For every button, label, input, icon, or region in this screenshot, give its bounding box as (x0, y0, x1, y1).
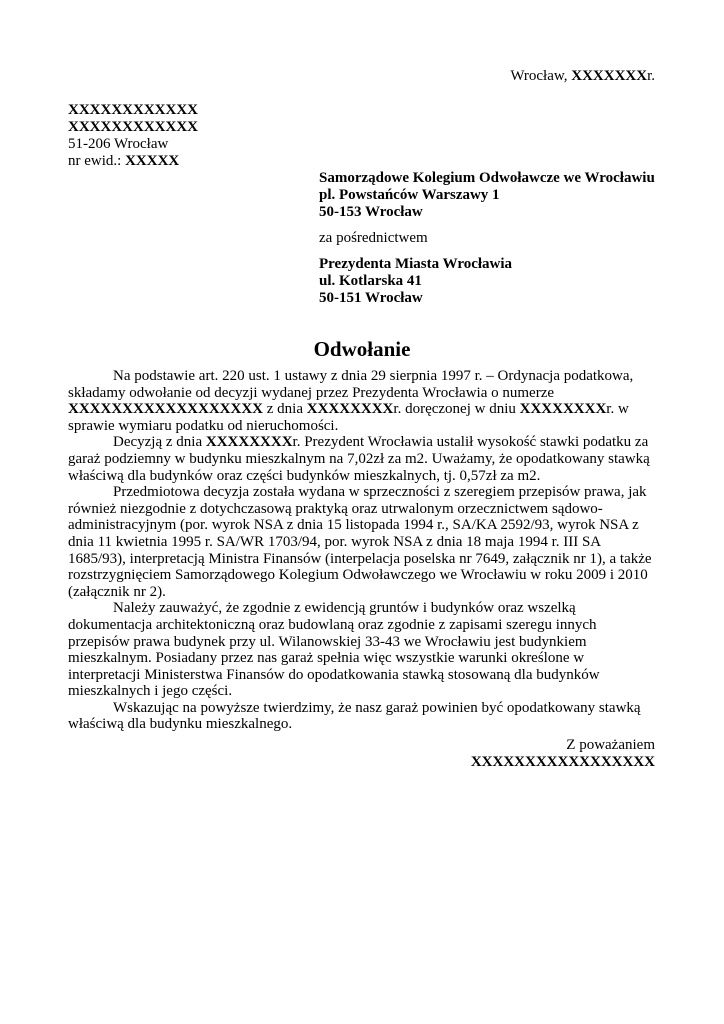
p1-text-d: r. doręczonej w dniu (393, 401, 520, 418)
sender-name: XXXXXXXXXXXX (68, 102, 198, 118)
sender-street: XXXXXXXXXXXX (68, 119, 198, 135)
recipient-city: 50-153 Wrocław (319, 204, 423, 220)
p1-text-a: Na podstawie art. 220 ust. 1 ustawy z dnia 29 sierpnia 1997 r. – Ordynacja podatkowa, składamy odwołanie od decyzji wydanej przez Prezydenta Wrocławia o numerze (68, 368, 634, 401)
letter-body (68, 368, 658, 733)
paragraph-2 (68, 434, 658, 484)
paragraph-1 (68, 368, 658, 434)
p1-text-c: z dnia (263, 401, 307, 418)
date-suffix: r. (647, 68, 655, 84)
paragraph-5: Wskazując na powyższe twierdzimy, że nasz garaż powinien być opodatkowany stawką właściwą dla budynku mieszkalnego. (68, 699, 641, 733)
place-and-date (510, 68, 655, 85)
paragraph-3: Przedmiotowa decyzja została wydana w sprzeczności z szeregiem przepisów prawa, jak również niezgodnie z dotychczasową praktyką oraz utrwalonym orzecznictwem sądowo-administracyjnym (por. wyrok NSA z dnia 15 listopada 1994 r., SA/KA 2592/93, wyrok NSA z dnia 11 kwietnia 1995 r. SA/WR 1703/94, por. wyrok NSA z dnia 18 maja 1994 r. III SA 1685/93), interpretacją Ministra Finansów (interpelacja poselska nr 7649, załącznik nr 1), a także rozstrzygnięciem Samorządowego Kolegium Odwoławczego we Wrocławiu w roku 2009 i 2010 (załącznik nr 2). (68, 484, 652, 600)
p2-text-a: Decyzją z dnia (113, 434, 206, 451)
via-city: 50-151 Wrocław (319, 290, 423, 306)
via-name: Prezydenta Miasta Wrocławia (319, 256, 513, 272)
via-street: ul. Kotlarska 41 (319, 273, 422, 289)
recipient-street: pl. Powstańców Warszawy 1 (319, 187, 500, 203)
delivery-date: XXXXXXXX (519, 401, 607, 418)
sender-city: 51-206 Wrocław (68, 136, 169, 152)
paragraph-4: Należy zauważyć, że zgodnie z ewidencją gruntów i budynków oraz wszelką dokumentacja architektoniczną oraz budowlaną oraz zgodnie z zapisami szeregu innych przepisów prawa budynek przy ul. Wilanowskiej 33-43 we Wrocławiu jest budynkiem mieszkalnym. Posiadany przez nas garaż spełnia więc wszystkie warunki określone w interpretacji Ministerstwa Finansów do opodatkowania stawką stosowaną dla budynków mieszkalnych i jego części. (68, 600, 600, 700)
via-label: za pośrednictwem (319, 230, 428, 246)
decision-number: XXXXXXXXXXXXXXXXXX (68, 401, 263, 418)
p2-text-c: r. Prezydent Wrocławia ustalił wysokość stawki podatku za garaż podziemny w budynku mieszkalnym na 7,02zł za m2. Uważamy, że opodatkowany stawką właściwą dla budynków oraz części budynków mieszkalnych, tj. 0,57zł za m2. (68, 434, 650, 484)
recipient-block (319, 170, 655, 307)
document-title: Odwołanie (313, 337, 411, 361)
closing-greeting: Z poważaniem (566, 737, 655, 753)
decision-date: XXXXXXXX (306, 401, 394, 418)
p1-text-e: r. w sprawie wymiaru podatku od nieruchomości. (68, 401, 629, 434)
ewid-value: XXXXX (125, 153, 180, 169)
place-date-prefix: Wrocław, (510, 68, 572, 84)
sender-block (68, 102, 198, 170)
sender-ewid (68, 153, 198, 170)
recipient-name: Samorządowe Kolegium Odwoławcze we Wrocławiu (319, 170, 655, 186)
date-value: XXXXXXX (571, 68, 648, 84)
ewid-label: nr ewid.: (68, 153, 126, 169)
p2-decision-date: XXXXXXXX (205, 434, 293, 451)
closing-block (471, 737, 655, 771)
signature: XXXXXXXXXXXXXXXXX (470, 754, 655, 770)
